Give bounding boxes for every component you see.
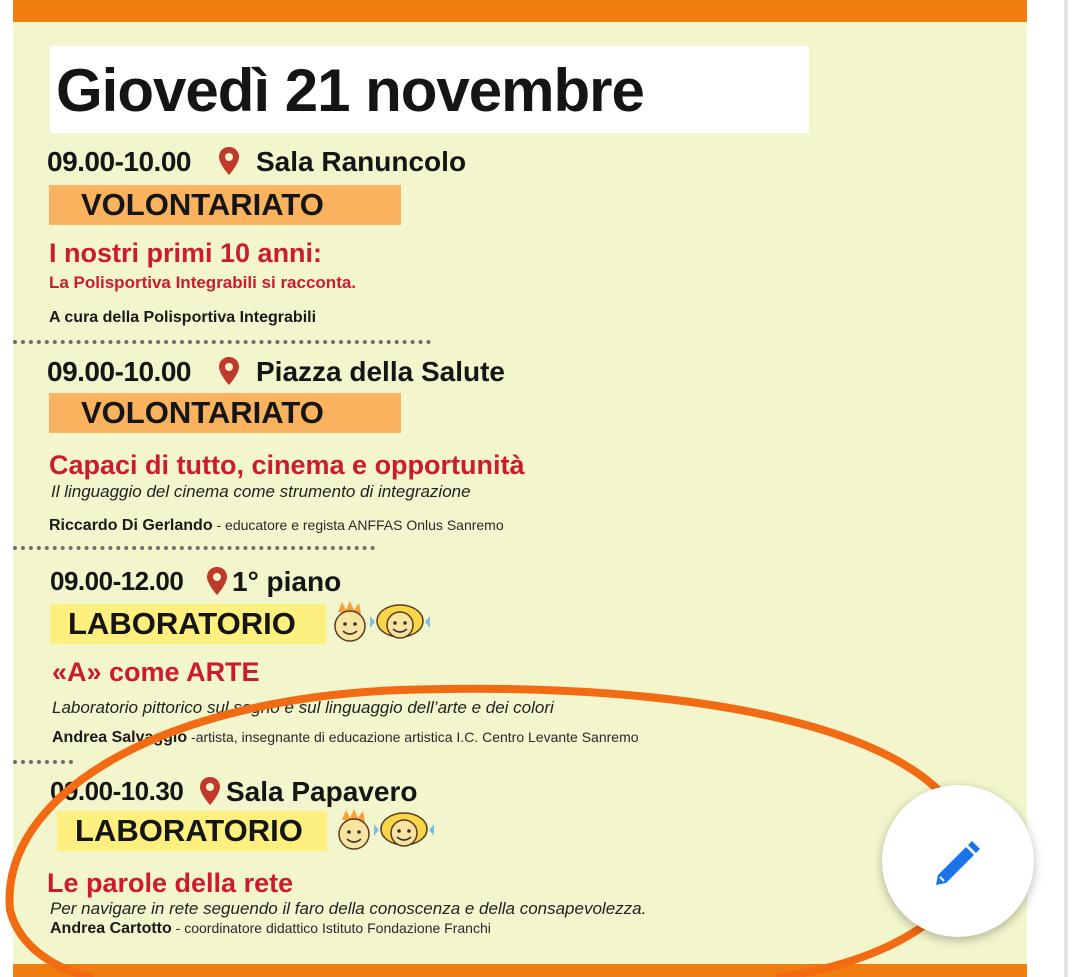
- event-location: 1° piano: [232, 566, 342, 597]
- credit-name: Andrea Salvaggio: [52, 729, 188, 746]
- event-subtitle: Il linguaggio del cinema come strumento di integrazione: [51, 482, 471, 501]
- event-subtitle: Per navigare in rete seguendo il faro della conoscenza e della consapevolezza.: [50, 899, 647, 918]
- category-badge: VOLONTARIATO: [49, 185, 401, 225]
- category-badge: LABORATORIO: [50, 604, 326, 644]
- credit-role: -artista, insegnante di educazione artistica I.C. Centro Levante Sanremo: [187, 729, 639, 745]
- event-title: «A» come ARTE: [52, 657, 260, 687]
- category-badge: LABORATORIO: [57, 811, 327, 851]
- event-subtitle: Laboratorio pittorico sul segno e sul linguaggio dell’arte e dei colori: [52, 698, 554, 717]
- event-location: Sala Ranuncolo: [256, 146, 467, 177]
- event-time: 09.00-10.30: [50, 776, 184, 806]
- pencil-icon: [930, 835, 986, 891]
- credit-role: - coordinatore didattico Istituto Fondazione Franchi: [171, 920, 491, 936]
- event-subtitle: La Polisportiva Integrabili si racconta.: [49, 273, 357, 292]
- credit-role: - educatore e regista ANFFAS Onlus Sanremo: [212, 517, 504, 533]
- event-title: Capaci di tutto, cinema e opportunità: [49, 450, 525, 480]
- edit-fab-button[interactable]: [882, 785, 1034, 937]
- event-title: I nostri primi 10 anni:: [49, 238, 323, 268]
- event-location: Piazza della Salute: [256, 356, 505, 387]
- event-location: Sala Papavero: [226, 776, 418, 807]
- event-time: 09.00-10.00: [47, 146, 191, 177]
- credit-name: Riccardo Di Gerlando: [49, 517, 213, 534]
- event-title: Le parole della rete: [47, 868, 294, 898]
- credit-name: A cura della Polisportiva Integrabili: [49, 309, 317, 326]
- event-time: 09.00-12.00: [50, 566, 184, 596]
- credit-name: Andrea Cartotto: [50, 920, 172, 937]
- page-title: Giovedì 21 novembre: [56, 57, 644, 124]
- event-time: 09.00-10.00: [47, 356, 191, 387]
- category-badge: VOLONTARIATO: [49, 393, 401, 433]
